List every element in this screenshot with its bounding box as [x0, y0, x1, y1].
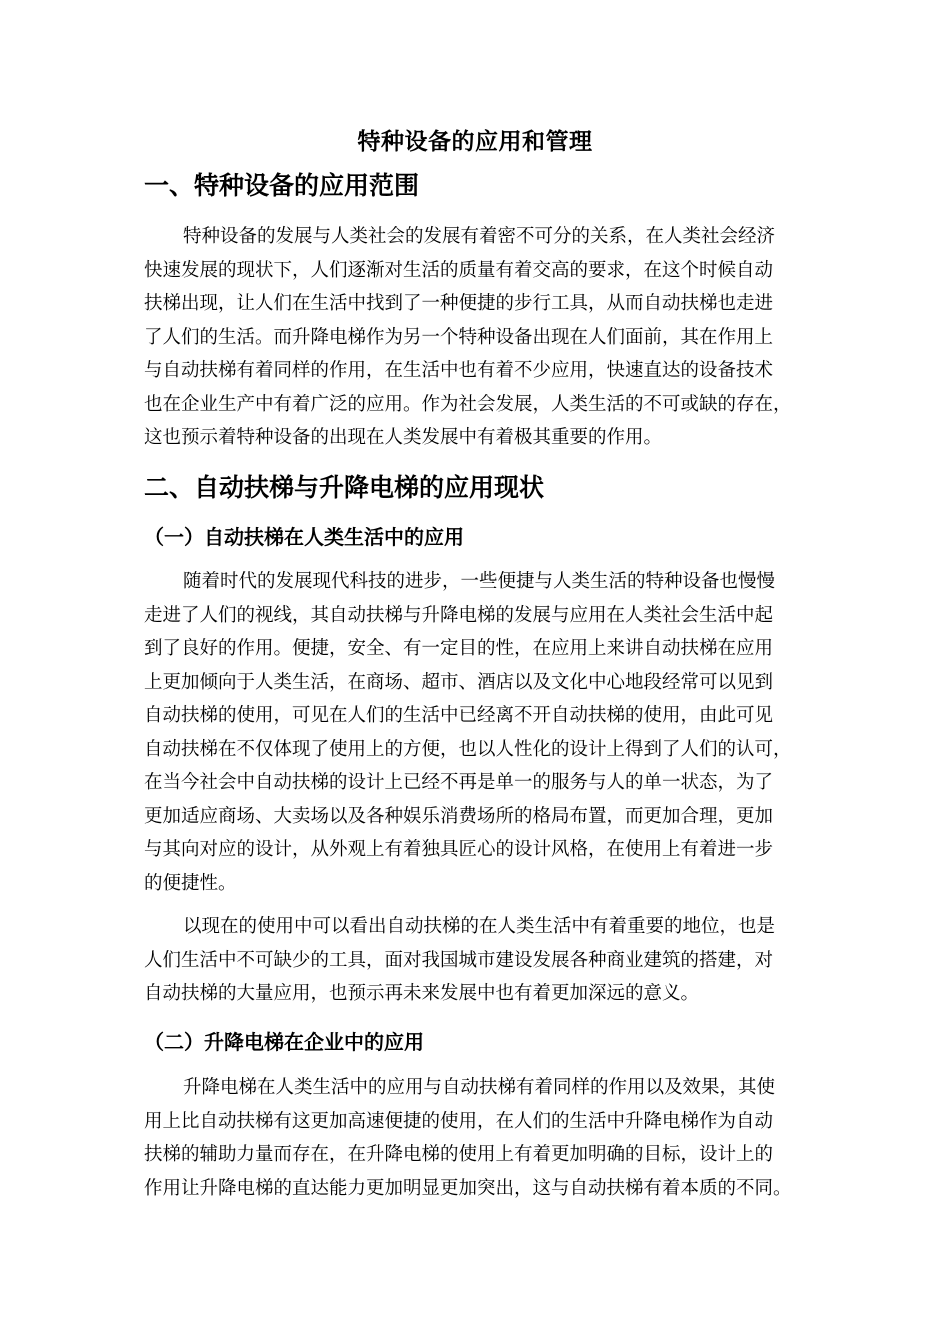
- subsection-heading-2-2: （二）升降电梯在企业中的应用: [144, 1030, 424, 1054]
- paragraph-section2-2-1: [144, 1071, 804, 1205]
- text-line: 更加适应商场、大卖场以及各种娱乐消费场所的格局布置，而更加合理，更加: [144, 805, 774, 827]
- text-line: 上更加倾向于人类生活，在商场、超市、酒店以及文化中心地段经常可以见到: [144, 671, 774, 693]
- text-line: 自动扶梯的大量应用，也预示再未来发展中也有着更加深远的意义。: [144, 983, 700, 1004]
- text-line: 的便捷性。: [144, 872, 237, 894]
- text-line: 了人们的生活。而升降电梯作为另一个特种设备出现在人们面前，其在作用上: [144, 326, 774, 348]
- paragraph-section2-1-1: [144, 565, 804, 900]
- text-line: 这也预示着特种设备的出现在人类发展中有着极其重要的作用。: [144, 427, 663, 448]
- text-line: 随着时代的发展现代科技的进步，一些便捷与人类生活的特种设备也慢慢: [183, 571, 776, 592]
- text-line: 特种设备的发展与人类社会的发展有着密不可分的关系，在人类社会经济: [183, 226, 776, 247]
- text-line: 作用让升降电梯的直达能力更加明显更加突出，这与自动扶梯有着本质的不同。: [144, 1177, 792, 1199]
- text-line: 走进了人们的视线，其自动扶梯与升降电梯的发展与应用在人类社会生活中起: [144, 604, 774, 626]
- section-heading-2: 二、自动扶梯与升降电梯的应用现状: [144, 473, 545, 502]
- section-heading-1: 一、特种设备的应用范围: [144, 171, 420, 200]
- text-line: 也在企业生产中有着广泛的应用。作为社会发展，人类生活的不可或缺的存在，: [144, 393, 792, 415]
- text-line: 人们生活中不可缺少的工具，面对我国城市建设发展各种商业建筑的搭建，对: [144, 949, 774, 971]
- text-line: 在当今社会中自动扶梯的设计上已经不再是单一的服务与人的单一状态，为了: [144, 772, 774, 793]
- text-line: 快速发展的现状下，人们逐渐对生活的质量有着交高的要求，在这个时候自动: [144, 259, 774, 281]
- subsection-heading-2-1: （一）自动扶梯在人类生活中的应用: [144, 525, 464, 549]
- text-line: 自动扶梯在不仅体现了使用上的方便，也以人性化的设计上得到了人们的认可，: [144, 738, 792, 760]
- text-line: 扶梯出现，让人们在生活中找到了一种便捷的步行工具，从而自动扶梯也走进: [144, 293, 774, 314]
- text-line: 以现在的使用中可以看出自动扶梯的在人类生活中有着重要的地位，也是: [183, 916, 776, 937]
- text-line: 与自动扶梯有着同样的作用，在生活中也有着不少应用，快速直达的设备技术: [144, 360, 774, 381]
- text-line: 自动扶梯的使用，可见在人们的生活中已经离不开自动扶梯的使用，由此可见: [144, 705, 774, 726]
- paragraph-section1-1: [144, 220, 804, 455]
- text-line: 到了良好的作用。便捷，安全、有一定目的性，在应用上来讲自动扶梯在应用: [144, 638, 774, 659]
- text-line: 用上比自动扶梯有这更加高速便捷的使用，在人们的生活中升降电梯作为自动: [144, 1110, 774, 1132]
- paragraph-section2-1-2: [144, 910, 804, 1011]
- text-line: 扶梯的辅助力量而存在，在升降电梯的使用上有着更加明确的目标，设计上的: [144, 1144, 774, 1165]
- document-title: 特种设备的应用和管理: [357, 128, 593, 155]
- text-line: 升降电梯在人类生活中的应用与自动扶梯有着同样的作用以及效果，其使: [183, 1077, 776, 1098]
- text-line: 与其向对应的设计，从外观上有着独具匠心的设计风格，在使用上有着进一步: [144, 839, 774, 860]
